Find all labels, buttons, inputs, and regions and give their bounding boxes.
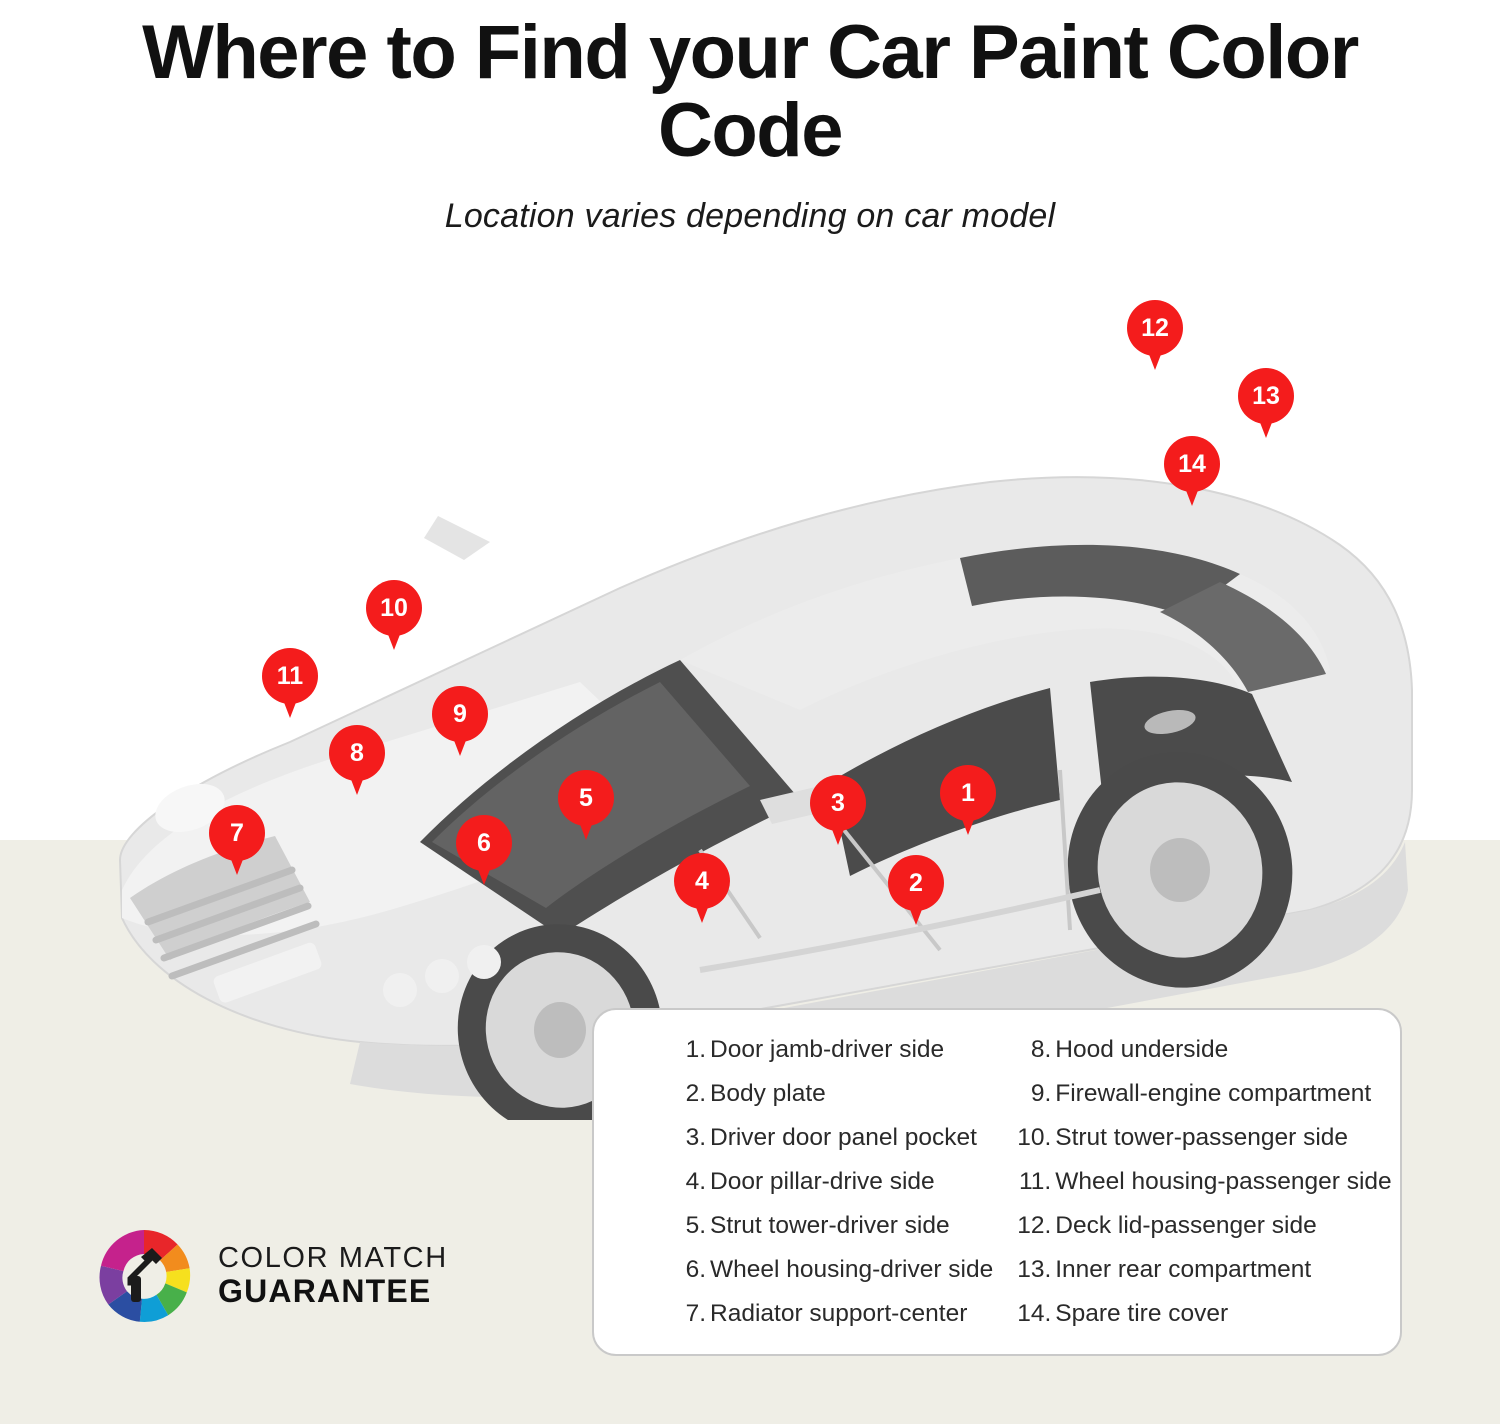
legend-item-number: 8. bbox=[1030, 1036, 1052, 1063]
legend-panel bbox=[592, 1008, 1402, 1356]
legend-item-number: 9. bbox=[1030, 1079, 1052, 1107]
car-illustration bbox=[60, 330, 1460, 1120]
legend-item-label: Firewall-engine compartment bbox=[1055, 1079, 1372, 1107]
pin-label: 4 bbox=[674, 853, 730, 909]
brand-line-1: COLOR MATCH bbox=[218, 1242, 448, 1275]
legend-item-label: Wheel housing-passenger side bbox=[1055, 1167, 1392, 1195]
legend-item-number: 14. bbox=[1017, 1299, 1052, 1327]
map-pin-13[interactable] bbox=[1238, 368, 1294, 440]
map-pin-10[interactable] bbox=[366, 580, 422, 652]
legend-item-label: Strut tower-passenger side bbox=[1055, 1123, 1349, 1151]
legend-item-number: 10. bbox=[1017, 1123, 1052, 1151]
list-item bbox=[1015, 1124, 1391, 1152]
pin-label: 12 bbox=[1127, 300, 1183, 356]
legend-item-label: Deck lid-passenger side bbox=[1055, 1211, 1317, 1239]
pin-label: 13 bbox=[1238, 368, 1294, 424]
legend-item-number: 3. bbox=[685, 1123, 706, 1151]
brand-line-2: GUARANTEE bbox=[218, 1273, 432, 1310]
map-pin-2[interactable] bbox=[888, 855, 944, 927]
legend-item-number: 13. bbox=[1017, 1255, 1052, 1283]
map-pin-11[interactable] bbox=[262, 648, 318, 720]
legend-item-label: Body plate bbox=[710, 1079, 826, 1107]
list-item bbox=[670, 1300, 993, 1328]
legend-item-number: 5. bbox=[685, 1211, 706, 1239]
brand-lockup bbox=[92, 1222, 512, 1330]
map-pin-14[interactable] bbox=[1164, 436, 1220, 508]
list-item bbox=[1015, 1256, 1391, 1284]
legend-item-number: 11. bbox=[1019, 1167, 1052, 1195]
map-pin-6[interactable] bbox=[456, 815, 512, 887]
legend-item-label: Wheel housing-driver side bbox=[710, 1255, 994, 1283]
pin-label: 6 bbox=[456, 815, 512, 871]
list-item bbox=[670, 1212, 993, 1240]
brand-text bbox=[218, 1243, 448, 1309]
list-item bbox=[670, 1124, 993, 1152]
map-pin-12[interactable] bbox=[1127, 300, 1183, 372]
list-item bbox=[670, 1080, 993, 1108]
map-pin-4[interactable] bbox=[674, 853, 730, 925]
legend-item-number: 2. bbox=[685, 1079, 706, 1107]
pin-label: 5 bbox=[558, 770, 614, 826]
map-pin-7[interactable] bbox=[209, 805, 265, 877]
legend-item-number: 1. bbox=[685, 1036, 706, 1063]
legend-item-label: Door jamb-driver side bbox=[710, 1036, 945, 1063]
legend-item-label: Spare tire cover bbox=[1055, 1299, 1229, 1327]
legend-column-right bbox=[993, 1036, 1391, 1328]
pin-label: 2 bbox=[888, 855, 944, 911]
list-item bbox=[1015, 1300, 1391, 1328]
legend-item-number: 6. bbox=[685, 1255, 706, 1283]
pin-label: 1 bbox=[940, 765, 996, 821]
list-item bbox=[1015, 1036, 1391, 1064]
legend-item-number: 4. bbox=[685, 1167, 706, 1195]
pin-label: 8 bbox=[329, 725, 385, 781]
legend-item-number: 7. bbox=[685, 1299, 706, 1327]
list-item bbox=[1015, 1080, 1391, 1108]
map-pin-1[interactable] bbox=[940, 765, 996, 837]
page-subtitle: Location varies depending on car model bbox=[444, 196, 1056, 235]
map-pin-5[interactable] bbox=[558, 770, 614, 842]
legend-item-label: Strut tower-driver side bbox=[710, 1211, 950, 1239]
list-item bbox=[1015, 1212, 1391, 1240]
list-item bbox=[670, 1168, 993, 1196]
list-item bbox=[670, 1036, 993, 1064]
legend-item-label: Inner rear compartment bbox=[1055, 1255, 1312, 1283]
header bbox=[0, 0, 1500, 236]
legend-item-label: Hood underside bbox=[1055, 1036, 1229, 1063]
map-pin-9[interactable] bbox=[432, 686, 488, 758]
legend-item-number: 12. bbox=[1017, 1211, 1052, 1239]
pin-label: 14 bbox=[1164, 436, 1220, 492]
list-item bbox=[1015, 1168, 1391, 1196]
pin-label: 3 bbox=[810, 775, 866, 831]
legend-item-label: Door pillar-drive side bbox=[710, 1167, 935, 1195]
page-title: Where to Find your Car Paint Color Code bbox=[142, 10, 1358, 174]
map-pin-8[interactable] bbox=[329, 725, 385, 797]
legend-item-label: Driver door panel pocket bbox=[710, 1123, 977, 1151]
pin-label: 7 bbox=[209, 805, 265, 861]
legend-item-label: Radiator support-center bbox=[710, 1299, 968, 1327]
list-item bbox=[670, 1256, 993, 1284]
pin-label: 9 bbox=[432, 686, 488, 742]
pin-label: 10 bbox=[366, 580, 422, 636]
color-wheel-dropper-icon bbox=[92, 1224, 196, 1328]
pin-label: 11 bbox=[262, 648, 318, 704]
legend-column-left bbox=[610, 1036, 993, 1328]
map-pin-3[interactable] bbox=[810, 775, 866, 847]
